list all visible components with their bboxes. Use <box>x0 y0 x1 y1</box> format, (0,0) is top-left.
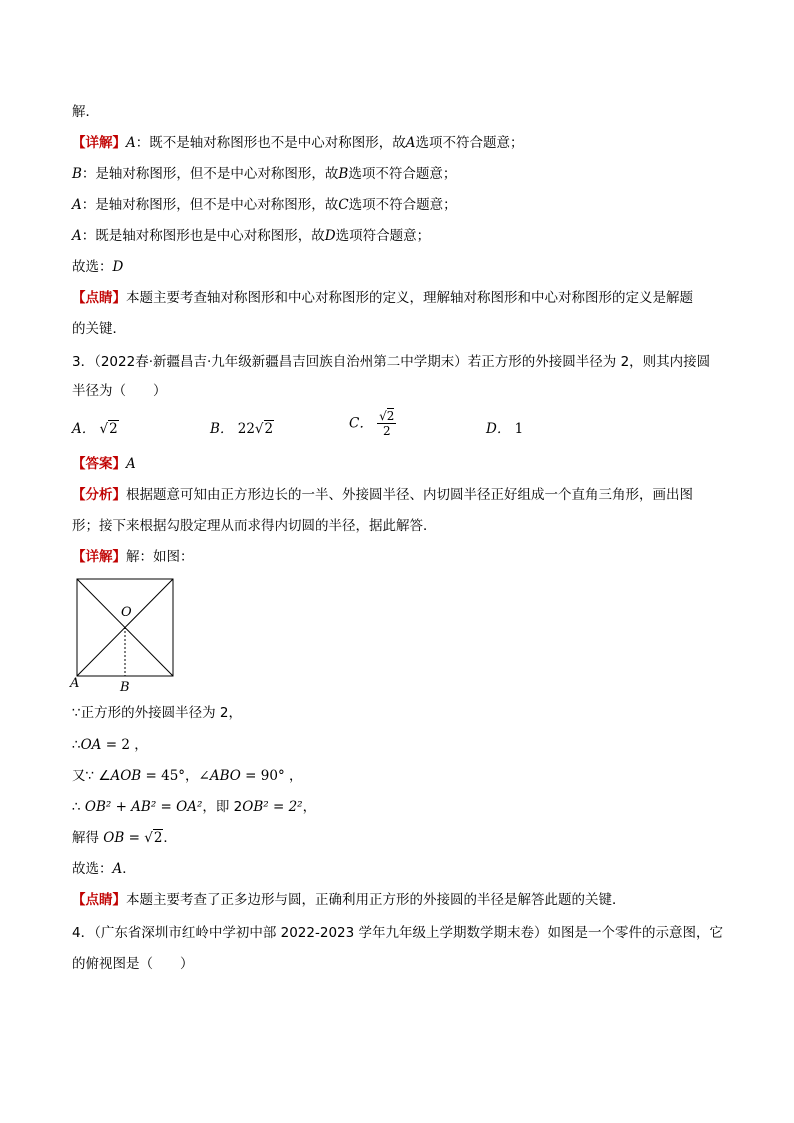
fraction-numerator: √2 <box>379 409 395 423</box>
answer-value: A <box>126 456 136 472</box>
choose-prefix: 故选： <box>72 259 113 275</box>
coefficient: 2 <box>246 421 255 437</box>
q3-analysis-line-2 <box>72 517 437 535</box>
step-text: = <box>124 830 145 846</box>
q4-stem-line-2 <box>72 955 194 973</box>
detail-label: A <box>126 135 136 151</box>
detail-text: ：既是轴对称图形也是中心对称图形，故 <box>81 228 325 244</box>
choose-value: A <box>112 861 123 877</box>
detail-label: A <box>72 228 82 244</box>
coefficient: 2 <box>237 421 247 437</box>
math-expression: OB <box>103 830 125 846</box>
option-letter: A． <box>72 421 96 437</box>
detail-text: 选项不符合题意； <box>348 166 457 182</box>
q3-step-2 <box>72 736 148 754</box>
comment-text: 本题主要考查了正多边形与圆，正确利用正方形的外接圆的半径是解答此题的关键． <box>126 892 626 908</box>
prev-detail-line-3 <box>72 196 457 214</box>
detail-text: ：既不是轴对称图形也不是中心对称图形，故 <box>135 135 406 151</box>
q3-step-5 <box>72 829 177 847</box>
detail-option: D <box>324 228 336 244</box>
detail-label: B <box>72 166 82 182</box>
choose-value: D <box>112 259 124 275</box>
comment-text: 的关键． <box>72 321 126 337</box>
step-text: ， <box>302 799 317 815</box>
q3-stem-line-2 <box>72 382 167 400</box>
sqrt-expression: 2√2 <box>246 421 274 437</box>
detail-text: 选项不符合题意； <box>415 135 524 151</box>
analysis-tag: 【分析】 <box>72 487 126 503</box>
option-letter: D． <box>486 421 511 437</box>
q3-step-1 <box>72 704 242 722</box>
step-text: ． <box>163 830 177 846</box>
prev-solution-tail-text: 解． <box>72 104 99 120</box>
math-expression: ABO <box>209 768 241 784</box>
detail-tag: 【详解】 <box>72 549 126 565</box>
prev-comment-line-2 <box>72 320 126 338</box>
comment-tag: 【点睛】 <box>72 290 126 306</box>
radicand: 2 <box>264 421 274 437</box>
q3-option-c <box>349 409 396 438</box>
q3-stem-text: 3．（2022春·新疆昌吉·九年级新疆昌吉回族自治州第二中学期末）若正方形的外接圆半径为 2，则其内接圆 <box>72 354 711 370</box>
option-letter: C． <box>349 415 373 432</box>
q3-choose-line <box>72 860 136 878</box>
q3-detail-line <box>72 548 194 566</box>
answer-tag: 【答案】 <box>72 456 126 472</box>
comment-tag: 【点睛】 <box>72 892 126 908</box>
sqrt-expression: √2 <box>99 421 118 437</box>
math-expression: OA <box>80 737 102 753</box>
q3-stem-line-1 <box>72 353 710 371</box>
math-expression: OB² = 2² <box>242 799 303 815</box>
q4-stem-text: 的俯视图是（ ） <box>72 956 194 972</box>
step-text: 解得 <box>72 830 104 846</box>
analysis-text: 形；接下来根据勾股定理从而求得内切圆的半径，据此解答． <box>72 518 437 534</box>
detail-tag: 【详解】 <box>72 135 126 151</box>
detail-text: 选项不符合题意； <box>348 197 457 213</box>
detail-label: A <box>72 197 82 213</box>
step-text: = 90° ， <box>240 768 303 784</box>
q4-stem-text: 4．（广东省深圳市红岭中学初中部 2022-2023 学年九年级上学期数学期末卷）如图是一个零件的示意图，它 <box>72 925 724 941</box>
sqrt-expression: √2 <box>144 830 163 846</box>
prev-comment-line-1 <box>72 289 693 307</box>
square-diagram <box>68 574 178 694</box>
q3-stem-text: 半径为（ ） <box>72 383 167 399</box>
label-b: B <box>120 680 130 694</box>
detail-option: C <box>338 197 349 213</box>
detail-text: 选项符合题意； <box>335 228 431 244</box>
step-text: = 45°，∠ <box>141 768 210 784</box>
prev-detail-line-2 <box>72 165 456 183</box>
q3-step-4 <box>72 798 316 816</box>
radicand: 2 <box>153 830 163 846</box>
detail-text: 解：如图： <box>126 549 194 565</box>
option-value: 1 <box>514 421 524 437</box>
prev-detail-line-4 <box>72 227 430 245</box>
choose-prefix: 故选： <box>72 861 113 877</box>
detail-text: ：是轴对称图形，但不是中心对称图形，故 <box>81 166 339 182</box>
q3-option-d <box>486 420 523 438</box>
comment-text: 本题主要考查轴对称图形和中心对称图形的定义，理解轴对称图形和中心对称图形的定义是解题 <box>126 290 693 306</box>
fraction-denominator: 2 <box>382 424 391 438</box>
detail-option: A <box>405 135 416 151</box>
fraction <box>377 409 396 438</box>
analysis-text: 根据题意可知由正方形边长的一半、外接圆半径、内切圆半径正好组成一个直角三角形，画出图 <box>126 487 693 503</box>
detail-text: ：是轴对称图形，但不是中心对称图形，故 <box>81 197 339 213</box>
q3-answer-line <box>72 455 136 473</box>
radicand: 2 <box>109 421 118 437</box>
q3-option-a <box>72 420 119 438</box>
step-text: ，即 2 <box>202 799 243 815</box>
label-a: A <box>70 676 80 691</box>
detail-option: B <box>338 166 349 182</box>
prev-detail-line-1 <box>72 134 524 152</box>
math-expression: AOB <box>110 768 142 784</box>
label-o: O <box>121 605 132 620</box>
step-text: 又∵ ∠ <box>72 768 111 784</box>
q3-step-3 <box>72 767 303 785</box>
math-expression: OB² + AB² = OA² <box>84 799 203 815</box>
q4-stem-line-1 <box>72 924 723 942</box>
step-text: = 2 ， <box>101 737 148 753</box>
q3-comment-line <box>72 891 626 909</box>
option-letter: B． <box>210 421 234 437</box>
radicand: 2 <box>386 409 395 423</box>
choose-post: ． <box>122 861 136 877</box>
prev-choose-line <box>72 258 123 276</box>
step-text: ∵正方形的外接圆半径为 2， <box>72 705 242 721</box>
q3-option-b <box>210 420 274 438</box>
step-text: ∴ <box>72 737 81 753</box>
prev-solution-tail <box>72 103 99 121</box>
step-text: ∴ <box>72 799 85 815</box>
q3-analysis-line-1 <box>72 486 693 504</box>
